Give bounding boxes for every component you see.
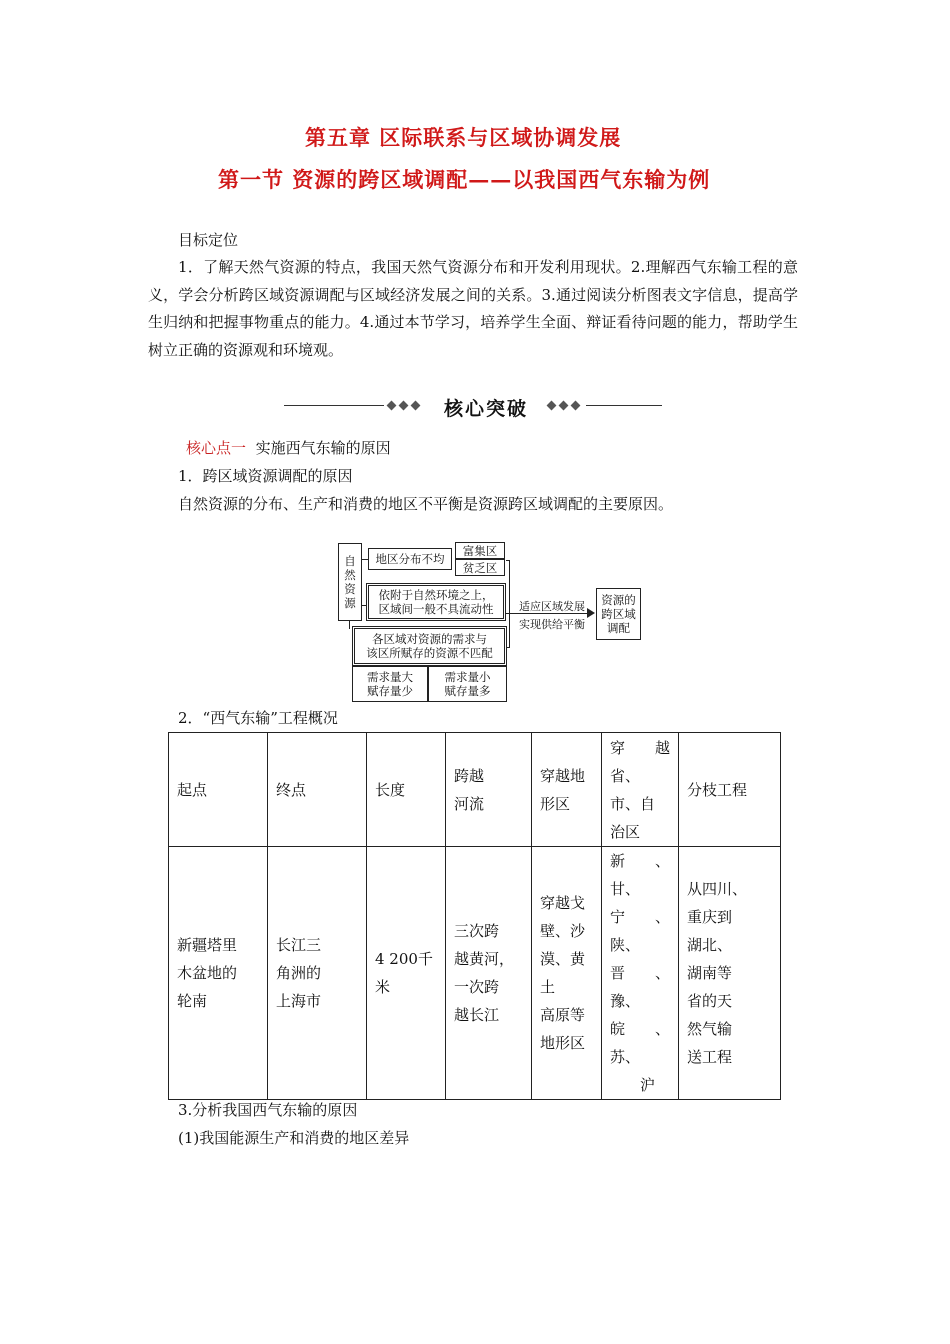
arrow-right-icon [587, 608, 595, 618]
demand-large-box: 需求量大 赋存量少 [352, 666, 428, 702]
table-cell: 从四川、 重庆到 湖北、 湖南等 省的天 然气输 送工程 [679, 847, 781, 1100]
item1-heading: 1．跨区域资源调配的原因 [178, 467, 353, 485]
diamond-icon [399, 401, 409, 411]
table-header-cell: 分枝工程 [679, 733, 781, 847]
demand-small-box: 需求量小 赋存量多 [428, 666, 507, 702]
diamond-icon [387, 401, 397, 411]
table-cell: 穿越戈 壁、沙 漠、黄 土 高原等 地形区 [532, 847, 602, 1100]
table-row [169, 847, 781, 1100]
diamond-icon [547, 401, 557, 411]
arrow-label-top: 适应区域发展 [519, 600, 585, 613]
table-header-cell: 穿 越 省、 市、自 治区 [602, 733, 679, 847]
table-header-row [169, 733, 781, 847]
table-cell: 三次跨 越黄河， 一次跨 越长江 [446, 847, 532, 1100]
section-title: 第一节 资源的跨区域调配——以我国西气东输为例 [218, 167, 711, 192]
table-header-cell: 起点 [169, 733, 268, 847]
table-cell: 4 200千 米 [367, 847, 446, 1100]
objectives-heading: 目标定位 [178, 231, 239, 249]
arrow-label-bottom: 实现供给平衡 [519, 618, 585, 631]
item1-body: 自然资源的分布、生产和消费的地区不平衡是资源跨区域调配的主要原因。 [178, 495, 674, 513]
item2-heading: 2．“西气东输”工程概况 [178, 709, 338, 727]
diamond-icon [411, 401, 421, 411]
core-point-title: 实施西气东输的原因 [255, 439, 391, 457]
banner-title: 核心突破 [443, 398, 528, 420]
natural-resource-box: 自 然 资 源 [338, 543, 362, 621]
table-cell: 长江三 角洲的 上海市 [268, 847, 367, 1100]
table-cell: 新疆塔里 木盆地的 轮南 [169, 847, 268, 1100]
result-box: 资源的 跨区域 调配 [596, 588, 641, 640]
immobile-box: 依附于自然环境之上， 区域间一般不具流动性 [366, 583, 506, 621]
mismatch-box: 各区域对资源的需求与 该区所赋存的资源不匹配 [352, 626, 507, 666]
table-header-cell: 长度 [367, 733, 446, 847]
table-header-cell: 跨越 河流 [446, 733, 532, 847]
table-header-cell: 穿越地 形区 [532, 733, 602, 847]
objectives-body: 1．了解天然气资源的特点，我国天然气资源分布和开发利用现状。2.理解西气东输工程的意义，学会分析跨区域资源调配与区域经济发展之间的关系。3.通过阅读分析图表文字信息，提高学生归纳和把握事物重点的能力。4.通过本节学习，培养学生全面、辩证看待问题的能力，帮助学生树立正确的资源观和环境观。 [148, 258, 798, 359]
core-point-label: 核心点一 [186, 439, 247, 457]
item3-heading: 3.分析我国西气东输的原因 [178, 1101, 358, 1119]
diamond-icon [559, 401, 569, 411]
chapter-title: 第五章 区际联系与区域协调发展 [305, 125, 622, 150]
table-header-cell: 终点 [268, 733, 367, 847]
poor-area-box: 贫乏区 [455, 559, 505, 576]
diamond-icon [571, 401, 581, 411]
rich-area-box: 富集区 [455, 542, 505, 559]
project-table [168, 732, 781, 1100]
table-cell: 新 、 甘、 宁 、 陕、 晋 、 豫、 皖 、 苏、 沪 [602, 847, 679, 1100]
core-point [186, 434, 391, 462]
item3-sub1: (1)我国能源生产和消费的地区差异 [178, 1129, 410, 1147]
uneven-distribution-box: 地区分布不均 [368, 548, 452, 570]
